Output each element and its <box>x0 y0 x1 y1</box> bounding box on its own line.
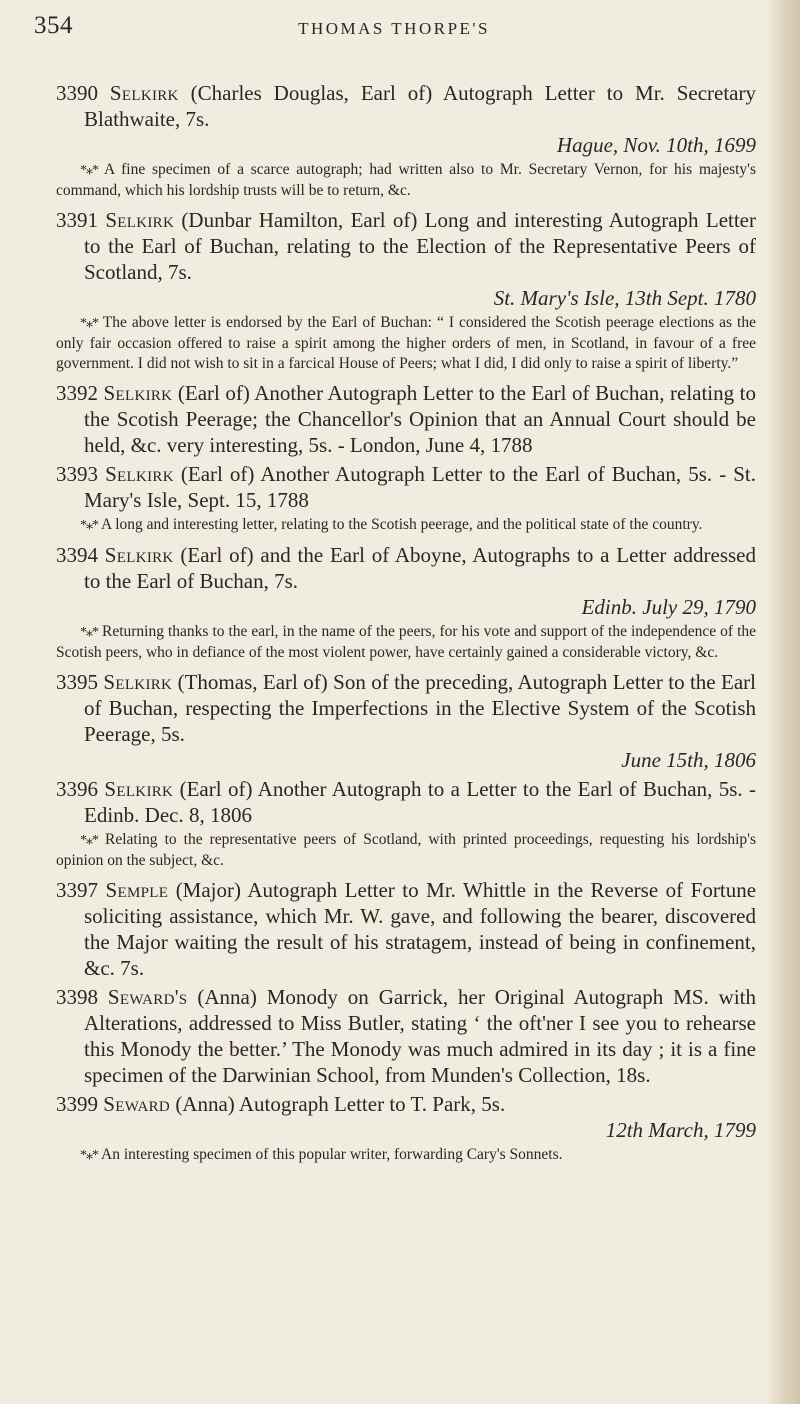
page-number: 354 <box>34 12 73 39</box>
lot-number: 3390 <box>56 81 98 105</box>
entry-note-text: An interesting specimen of this popular writer, forwarding Cary's Sonnets. <box>101 1146 563 1163</box>
entry-description: (Earl of) and the Earl of Aboyne, Autographs to a Letter addressed to the Earl of Buchan, 7s. <box>84 543 756 593</box>
asterism-icon: *⁎* <box>80 518 98 533</box>
catalogue-entry <box>56 461 756 536</box>
entry-note-text: A long and interesting letter, relating to the Scotish peerage, and the political state of the country. <box>101 516 703 533</box>
lot-number: 3391 <box>56 208 98 232</box>
entry-place-date: Edinb. July 29, 1790 <box>581 595 756 619</box>
catalogue-entry <box>56 207 756 374</box>
entry-name: Selkirk <box>103 381 173 405</box>
catalogue-entry <box>56 984 756 1088</box>
catalogue-entry <box>56 1091 756 1166</box>
entry-note-text: A fine specimen of a scarce autograph; had written also to Mr. Secretary Vernon, for his majesty's command, which his lordship trusts will be to return, &c. <box>56 161 756 199</box>
entry-note-text: Relating to the representative peers of Scotland, with printed proceedings, requesting his lordship's opinion on the subject, &c. <box>56 831 756 869</box>
asterism-icon: *⁎* <box>80 316 98 331</box>
catalogue-entry <box>56 776 756 871</box>
lot-number: 3392 <box>56 381 98 405</box>
entry-text <box>56 542 756 620</box>
lot-number: 3396 <box>56 777 98 801</box>
entry-note <box>56 313 756 374</box>
entry-text <box>56 380 756 458</box>
entry-name: Selkirk <box>109 81 179 105</box>
entry-text <box>56 877 756 981</box>
catalogue-entry <box>56 669 756 773</box>
entry-text <box>56 207 756 311</box>
page-header <box>34 12 754 52</box>
entry-name: Selkirk <box>103 670 173 694</box>
lot-number: 3394 <box>56 543 98 567</box>
catalogue-entry <box>56 877 756 981</box>
entry-place-date: Hague, Nov. 10th, 1699 <box>556 133 756 157</box>
lot-number: 3393 <box>56 462 98 486</box>
entry-description: (Charles Douglas, Earl of) Autograph Letter to Mr. Secretary Blathwaite, 7s. <box>84 81 756 131</box>
entry-name: Semple <box>105 878 169 902</box>
asterism-icon: *⁎* <box>80 163 98 178</box>
entry-place-date: St. Mary's Isle, 13th Sept. 1780 <box>493 286 756 310</box>
entry-description: (Earl of) Another Autograph to a Letter to the Earl of Buchan, 5s. - Edinb. Dec. 8, 1806 <box>84 777 757 827</box>
entry-description: (Earl of) Another Autograph Letter to the Earl of Buchan, 5s. - St. Mary's Isle, Sept. 15, 1788 <box>84 462 757 512</box>
entry-text <box>56 776 756 828</box>
catalogue-entry <box>56 380 756 458</box>
entry-name: Selkirk <box>104 777 174 801</box>
entry-note <box>56 515 756 536</box>
lot-number: 3399 <box>56 1092 98 1116</box>
entry-text <box>56 669 756 773</box>
catalogue-entry <box>56 80 756 201</box>
entry-note <box>56 160 756 201</box>
catalogue-entry <box>56 542 756 663</box>
entry-place-date: 12th March, 1799 <box>605 1118 756 1142</box>
catalogue-entries <box>56 80 756 1172</box>
entry-description: (Anna) Autograph Letter to T. Park, 5s. <box>175 1092 506 1116</box>
entry-note <box>56 622 756 663</box>
entry-name: Selkirk <box>104 543 174 567</box>
entry-note-text: The above letter is endorsed by the Earl of Buchan: “ I considered the Scotish peerage elections as the only fair occasion offered to raise a spirit among the higher orders of men, in Scotland, in favour of a free government. I did not wish to sit in a farcical House of Peers; what I did, I did only to raise a spirit of liberty.” <box>56 314 756 372</box>
entry-name: Selkirk <box>105 462 174 486</box>
running-head: THOMAS THORPE'S <box>298 19 490 38</box>
entry-name: Seward's <box>107 985 188 1009</box>
entry-name: Selkirk <box>105 208 175 232</box>
lot-number: 3395 <box>56 670 98 694</box>
entry-name: Seward <box>103 1092 171 1116</box>
entry-description: (Anna) Monody on Garrick, her Original Autograph MS. with Alterations, addressed to Miss Butler, stating ‘ the oft'ner I see you to rehearse this Monody the better.’ The Monody was much admired in its day ; it is a fine specimen of the Darwinian School, from Munden's Collection, 18s. <box>84 985 756 1087</box>
entry-note-text: Returning thanks to the earl, in the name of the peers, for his vote and support of the independence of the Scotish peers, who in defiance of the most violent power, have certainly gained a considerable victory, &c. <box>56 623 757 661</box>
entry-text <box>56 1091 756 1143</box>
entry-description: (Earl of) Another Autograph Letter to the Earl of Buchan, relating to the Scotish Peerage; the Chancellor's Opinion that an Annual Court should be held, &c. very interesting, 5s. - London, June 4, 1788 <box>84 381 757 457</box>
asterism-icon: *⁎* <box>80 625 98 640</box>
entry-text <box>56 461 756 513</box>
entry-text <box>56 984 756 1088</box>
entry-place-date: June 15th, 1806 <box>621 748 756 772</box>
lot-number: 3397 <box>56 878 98 902</box>
entry-note <box>56 1145 756 1166</box>
asterism-icon: *⁎* <box>80 833 98 848</box>
entry-description: (Dunbar Hamilton, Earl of) Long and interesting Autograph Letter to the Earl of Buchan, relating to the Election of the Representative Peers of Scotland, 7s. <box>84 208 756 284</box>
entry-text <box>56 80 756 158</box>
lot-number: 3398 <box>56 985 98 1009</box>
asterism-icon: *⁎* <box>80 1148 98 1163</box>
entry-description: (Thomas, Earl of) Son of the preceding, Autograph Letter to the Earl of Buchan, respecting the Imperfections in the Elective System of the Scotish Peerage, 5s. <box>84 670 757 746</box>
entry-description: (Major) Autograph Letter to Mr. Whittle in the Reverse of Fortune soliciting assistance, which Mr. W. gave, and following the bearer, discovered the Major waiting the result of his stratagem, instead of being in confinement, &c. 7s. <box>84 878 757 980</box>
entry-note <box>56 830 756 871</box>
page-edge-shadow <box>766 0 800 1404</box>
